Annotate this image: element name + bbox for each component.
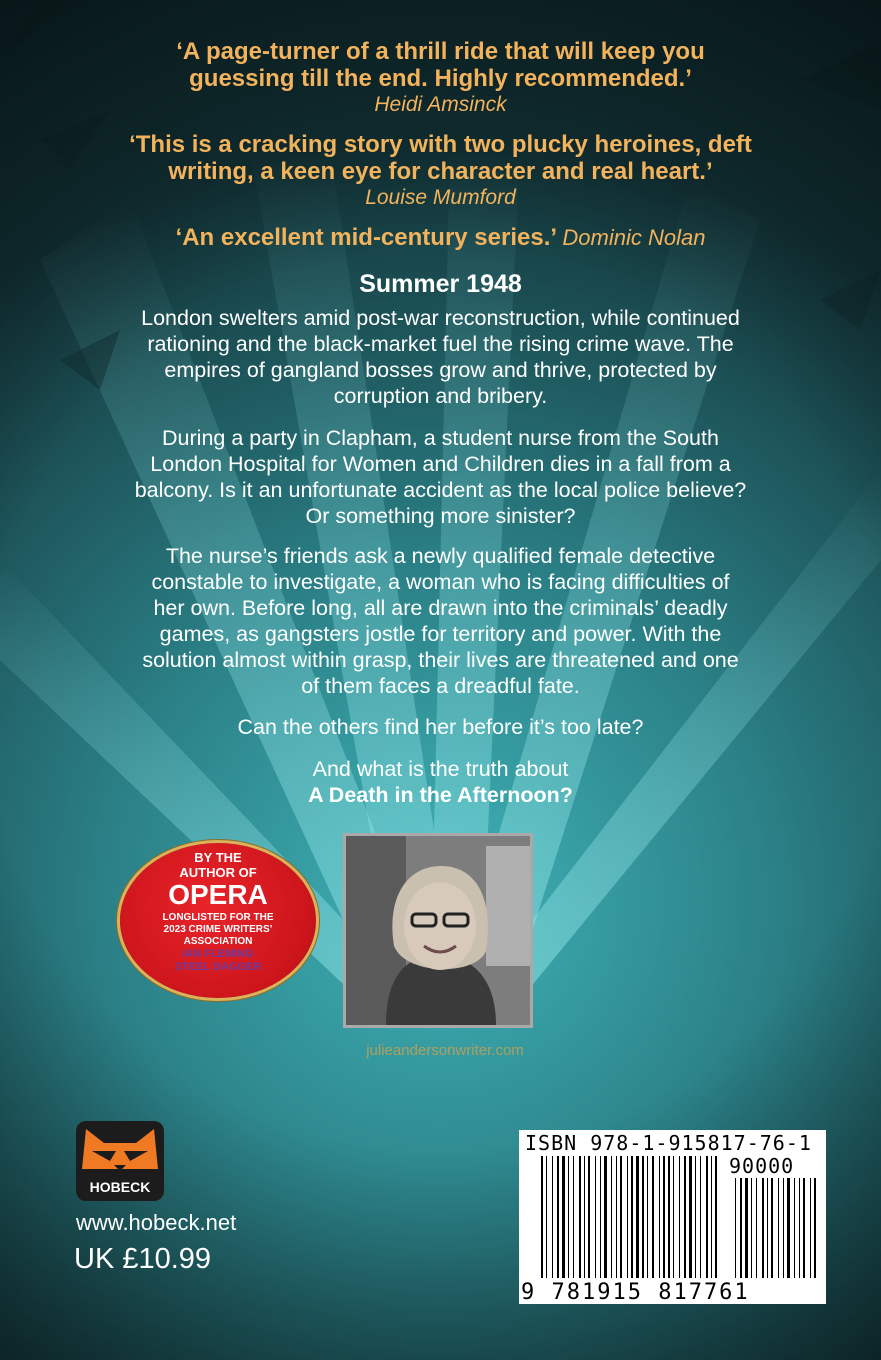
fox-icon: [76, 1121, 164, 1181]
quote-1: [0, 38, 881, 117]
author-photo: [343, 833, 533, 1028]
publisher-logo-text: HOBECK: [89, 1179, 151, 1195]
badge-line6: IAN FLEMING: [182, 948, 254, 960]
isbn-label: ISBN 978-1-915817-76-1: [525, 1131, 812, 1155]
paragraph-1-line-1: London swelters amid post-war reconstruction, while continued: [141, 306, 740, 330]
blurb-heading: Summer 1948: [359, 270, 522, 298]
blurb-question: Can the others find her before it’s too late?: [237, 715, 644, 739]
badge-line5: ASSOCIATION: [183, 936, 253, 947]
price: UK £10.99: [74, 1243, 212, 1275]
blurb-closing: [78, 756, 803, 808]
blurb-paragraph-2: [78, 425, 803, 529]
quote-3-author: Dominic Nolan: [562, 225, 706, 250]
author-website[interactable]: julieandersonwriter.com: [366, 1042, 524, 1059]
author-portrait-icon: [346, 836, 530, 1025]
badge-line2: AUTHOR OF: [179, 865, 257, 880]
barcode-ean: 9 781915 817761: [521, 1280, 750, 1305]
paragraph-3-line-4: games, as gangsters jostle for territory and power. With the: [159, 622, 722, 646]
closing-line: And what is the truth about: [312, 757, 569, 781]
paragraph-3-line-1: The nurse’s friends ask a newly qualified female detective: [165, 544, 716, 568]
badge-line3: LONGLISTED FOR THE: [162, 912, 274, 923]
paragraph-2-line-4: Or something more sinister?: [305, 504, 576, 528]
award-badge: [120, 843, 316, 998]
publisher-website[interactable]: www.hobeck.net: [76, 1210, 237, 1235]
paragraph-1-line-3: empires of gangland bosses grow and thrive, protected by: [164, 358, 717, 382]
quote-2-text-line2: writing, a keen eye for character and real heart.’: [168, 158, 713, 185]
paragraph-1-line-4: corruption and bribery.: [333, 384, 548, 408]
quote-2-text-line1: ‘This is a cracking story with two plucky heroines, deft: [129, 131, 752, 158]
publisher-logo: [76, 1121, 164, 1201]
quote-3: [0, 224, 881, 251]
badge-line1: BY THE: [194, 850, 242, 865]
paragraph-3-line-5: solution almost within grasp, their lives are threatened and one: [142, 648, 739, 672]
quote-2: [0, 131, 881, 210]
badge-line4: 2023 CRIME WRITERS’: [163, 924, 273, 935]
paragraph-3-line-6: of them faces a dreadful fate.: [301, 674, 580, 698]
barcode-addon: 90000: [729, 1154, 795, 1178]
book-title: A Death in the Afternoon?: [308, 783, 573, 807]
isbn-barcode: [519, 1130, 826, 1304]
quote-3-text: ‘An excellent mid-century series.’: [175, 224, 556, 251]
paragraph-3-line-3: her own. Before long, all are drawn into the criminals’ deadly: [153, 596, 728, 620]
paragraph-2-line-2: London Hospital for Women and Children dies in a fall from a: [150, 452, 731, 476]
paragraph-3-line-2: constable to investigate, a woman who is facing difficulties of: [151, 570, 730, 594]
blurb-paragraph-3: [78, 543, 803, 699]
badge-line7: STEEL DAGGER: [174, 961, 262, 973]
quote-1-author: Heidi Amsinck: [374, 93, 507, 116]
blurb-paragraph-1: [78, 305, 803, 409]
paragraph-2-line-1: During a party in Clapham, a student nurse from the South: [162, 426, 719, 450]
paragraph-1-line-2: rationing and the black-market fuel the rising crime wave. The: [147, 332, 734, 356]
badge-title: OPERA: [168, 879, 268, 910]
quote-2-author: Louise Mumford: [365, 186, 516, 209]
quote-1-text-line1: ‘A page-turner of a thrill ride that will keep you: [176, 38, 705, 65]
quote-1-text-line2: guessing till the end. Highly recommended.’: [189, 65, 692, 92]
paragraph-2-line-3: balcony. Is it an unfortunate accident as the local police believe?: [134, 478, 747, 502]
